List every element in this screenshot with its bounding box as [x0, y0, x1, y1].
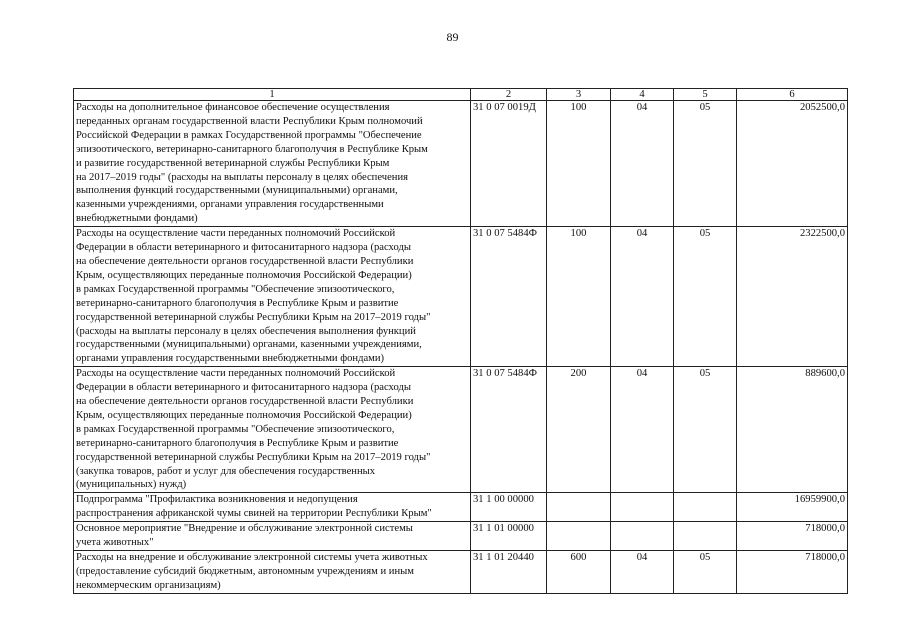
table-body — [74, 101, 848, 594]
description-line: государственной ветеринарной службы Республики Крым на 2017–2019 годы" — [76, 451, 431, 463]
description-line: в рамках Государственной программы "Обеспечение эпизоотического, — [76, 423, 395, 435]
description-line: Федерации в области ветеринарного и фитосанитарного надзора (расходы — [76, 382, 411, 394]
table-row — [74, 101, 848, 227]
row-expense-type: 100 — [547, 101, 611, 227]
description-line: Крым, осуществляющих переданные полномочия Российской Федерации) — [76, 269, 412, 281]
column-header-3: 3 — [547, 89, 611, 101]
budget-table — [73, 88, 848, 594]
description-line: Основное мероприятие "Внедрение и обслуживание электронной системы — [76, 523, 413, 535]
row-subsection: 05 — [674, 227, 737, 367]
description-line: в рамках Государственной программы "Обеспечение эпизоотического, — [76, 283, 395, 295]
description-line: внебюджетными фондами) — [76, 213, 198, 225]
description-line: Расходы на дополнительное финансовое обеспечение осуществления — [76, 102, 390, 113]
row-target-code: 31 1 01 20440 — [471, 551, 547, 594]
column-header-4: 4 — [611, 89, 674, 101]
description-line: (закупка товаров, работ и услуг для обеспечения государственных — [76, 465, 376, 477]
row-target-code: 31 0 07 0019Д — [471, 101, 547, 227]
row-target-code: 31 1 00 00000 — [471, 493, 547, 522]
page-number: 89 — [446, 30, 459, 44]
description-line: распространения африканской чумы свиней на территории Республики Крым" — [76, 508, 432, 520]
row-amount: 718000,0 — [737, 551, 848, 594]
row-expense-type — [547, 522, 611, 551]
description-line: на обеспечение деятельности органов государственной власти Республики — [76, 255, 414, 267]
row-description — [74, 522, 471, 551]
description-line: Подпрограмма "Профилактика возникновения и недопущения — [76, 494, 358, 506]
description-line: (предоставление субсидий бюджетным, автономным учреждениям и иным — [76, 565, 414, 577]
row-subsection: 05 — [674, 101, 737, 227]
column-header-5: 5 — [674, 89, 737, 101]
row-description — [74, 227, 471, 367]
description-line: на 2017–2019 годы" (расходы на выплаты персоналу в целях обеспечения — [76, 171, 408, 183]
column-header-1: 1 — [74, 89, 471, 101]
row-expense-type: 600 — [547, 551, 611, 594]
row-amount: 2322500,0 — [737, 227, 848, 367]
description-line: органами управления государственными внебюджетными фондами) — [76, 353, 385, 365]
description-line: эпизоотического, ветеринарно-санитарного благополучия в Республике Крым — [76, 143, 428, 155]
row-amount: 2052500,0 — [737, 101, 848, 227]
description-line: казенными учреждениями, органами управления государственными — [76, 199, 384, 211]
description-line: Расходы на осуществление части переданных полномочий Российской — [76, 228, 396, 240]
row-expense-type: 100 — [547, 227, 611, 367]
description-line: переданных органам государственной власти Республики Крым полномочий — [76, 115, 423, 127]
row-target-code: 31 1 01 00000 — [471, 522, 547, 551]
description-line: государственной ветеринарной службы Республики Крым на 2017–2019 годы" — [76, 311, 431, 323]
description-line: Российской Федерации в рамках Государственной программы "Обеспечение — [76, 129, 422, 141]
table-row — [74, 227, 848, 367]
row-section — [611, 493, 674, 522]
row-subsection: 05 — [674, 367, 737, 493]
description-line: Расходы на осуществление части переданных полномочий Российской — [76, 368, 396, 380]
description-line: (муниципальных) нужд) — [76, 479, 187, 491]
description-line: и развитие государственной ветеринарной службы Республики Крым — [76, 157, 390, 169]
description-line: Крым, осуществляющих переданные полномочия Российской Федерации) — [76, 409, 412, 421]
column-header-6: 6 — [737, 89, 848, 101]
description-line: ветеринарно-санитарного благополучия в Республике Крым и развитие — [76, 297, 399, 309]
row-amount: 889600,0 — [737, 367, 848, 493]
description-line: ветеринарно-санитарного благополучия в Республике Крым и развитие — [76, 437, 399, 449]
description-line: на обеспечение деятельности органов государственной власти Республики — [76, 396, 414, 408]
description-line: некоммерческим организациям) — [76, 579, 221, 591]
table-header-row — [74, 89, 848, 101]
table-row — [74, 522, 848, 551]
description-line: выполнения функций государственными (муниципальными) органами, — [76, 185, 398, 197]
description-line: Федерации в области ветеринарного и фитосанитарного надзора (расходы — [76, 242, 411, 254]
table-row — [74, 551, 848, 594]
column-header-2: 2 — [471, 89, 547, 101]
row-amount: 718000,0 — [737, 522, 848, 551]
row-description — [74, 493, 471, 522]
row-description — [74, 551, 471, 594]
description-line: Расходы на внедрение и обслуживание электронной системы учета животных — [76, 552, 428, 563]
row-subsection — [674, 493, 737, 522]
row-section: 04 — [611, 551, 674, 594]
row-section: 04 — [611, 227, 674, 367]
row-expense-type: 200 — [547, 367, 611, 493]
row-expense-type — [547, 493, 611, 522]
row-section: 04 — [611, 367, 674, 493]
row-section: 04 — [611, 101, 674, 227]
row-amount: 16959900,0 — [737, 493, 848, 522]
description-line: учета животных" — [76, 537, 154, 549]
row-subsection: 05 — [674, 551, 737, 594]
row-description — [74, 101, 471, 227]
row-subsection — [674, 522, 737, 551]
table-row — [74, 367, 848, 493]
row-description — [74, 367, 471, 493]
row-target-code: 31 0 07 5484Ф — [471, 227, 547, 367]
table-row — [74, 493, 848, 522]
row-target-code: 31 0 07 5484Ф — [471, 367, 547, 493]
description-line: (расходы на выплаты персоналу в целях обеспечения выполнения функций — [76, 325, 416, 337]
row-section — [611, 522, 674, 551]
description-line: государственными (муниципальными) органами, казенными учреждениями, — [76, 339, 422, 351]
